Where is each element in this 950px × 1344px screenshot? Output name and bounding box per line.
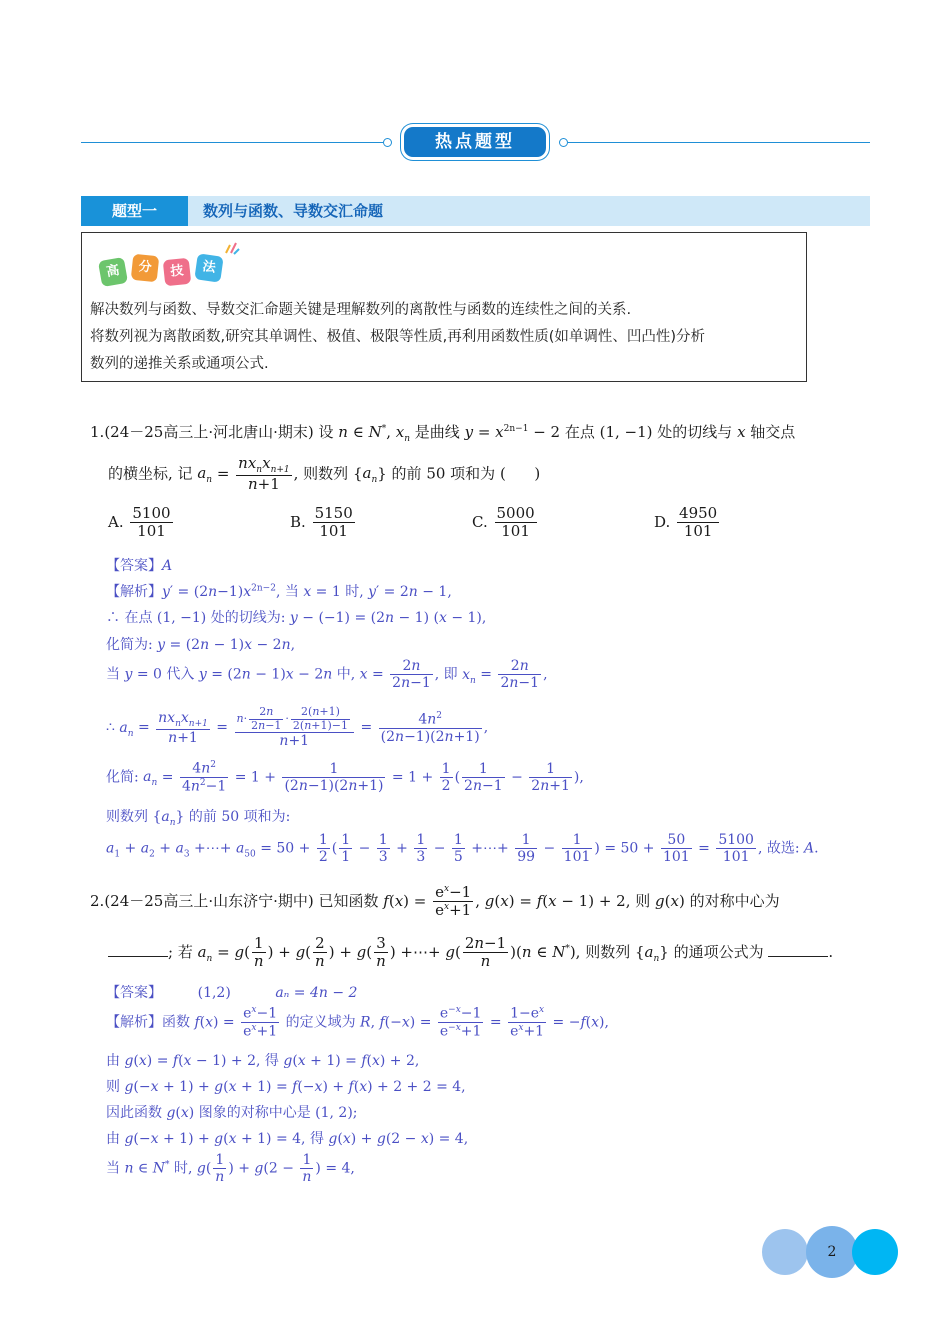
q2-analysis-5: 由 g(−x + 1) + g(x + 1) = 4, 得 g(x) + g(2 − x) = 4, — [106, 1131, 469, 1147]
q2-number: 2. — [90, 891, 105, 910]
q2-analysis-6: 当 n ∈ N* 时, g( $\frac{1}{n}$ ) + g(2 − $\frac{1}{n}$ ) = 4, — [106, 1152, 355, 1186]
q1-analysis-5: ∴ $a_n$ = $\frac{nx_nx_{n+1}}{n+1}$ = n· $\frac{2n}{2n-1}$ · $\frac{2(n+1)}{2(n+1)-1}$ n+1 = $\frac{4n^2}{(2n-1)(2n+1)}$ , — [106, 705, 489, 750]
sparkle-icon — [222, 237, 240, 255]
badge-fa: 法 — [194, 253, 223, 282]
q2-analysis-4: 因此函数 g(x) 图象的对称中心是 (1, 2); — [106, 1105, 358, 1121]
page-circle-left — [762, 1229, 808, 1275]
q1-analysis-6: 化简: $a_n$ = $\frac{4n^2}{4n^2-1}$ = 1 + $\frac{1}{(2n-1)(2n+1)}$ = 1 + $\frac{1}{2}$ ( $\frac{1}{2n-1}$ − $\frac{1}{2n+1}$ ), — [106, 760, 584, 795]
question-type-title: 数列与函数、导数交汇命题 — [203, 202, 384, 220]
question-type-bar — [81, 196, 870, 226]
banner-ring-right — [559, 138, 568, 147]
q1-answer: 【答案】A — [106, 558, 173, 574]
q1-option-b[interactable]: B. $\frac{5150}{101}$ — [290, 504, 353, 541]
q2-answer: 【答案】 (1,2) aₙ = 4n − 2 — [106, 985, 358, 1001]
q2-stem-line-1: 2.(24－25高三上·山东济宁·期中) 已知函数 f(x) = $\frac{e^x-1}{e^x+1}$ , g(x) = f(x − 1) + 2, 则 g(x) 的对称中心为 — [90, 883, 780, 920]
page-circle-middle — [806, 1226, 858, 1278]
q1-option-a[interactable]: A. $\frac{5100}{101}$ — [108, 504, 171, 541]
question-type-label: 题型一 — [81, 196, 188, 226]
q1-analysis-2: ∴ 在点 (1, −1) 处的切线为: y − (−1) = (2n − 1) (x − 1), — [106, 610, 487, 626]
tips-line-2: 将数列视为离散函数,研究其单调性、极值、极限等性质,再利用函数性质(如单调性、凹凸性)分析 — [90, 329, 706, 345]
badge-ji: 技 — [163, 258, 192, 287]
q1-option-c[interactable]: C. $\frac{5000}{101}$ — [472, 504, 535, 541]
q2-analysis-3: 则 g(−x + 1) + g(x + 1) = f(−x) + f(x) + 2 + 2 = 4, — [106, 1079, 466, 1095]
q2-analysis-1: 【解析】函数 f(x) = $\frac{e^x-1}{e^x+1}$ 的定义域为 R, f(−x) = $\frac{e^{-x}-1}{e^{-x}+1}$ = $\frac{1-e^x}{e^x+1}$ = −f(x), — [106, 1005, 609, 1040]
page-number: 2 — [827, 1244, 837, 1260]
q1-option-d[interactable]: D. $\frac{4950}{101}$ — [654, 504, 718, 541]
tips-box — [81, 232, 807, 382]
page-circle-right — [852, 1229, 898, 1275]
q2-blank-1[interactable] — [108, 942, 168, 957]
q1-source: (24－25高三上·河北唐山·期末) — [104, 423, 314, 441]
badge-gao: 高 — [98, 257, 128, 287]
q2-analysis-2: 由 g(x) = f(x − 1) + 2, 得 g(x + 1) = f(x) + 2, — [106, 1053, 420, 1069]
q1-number: 1. — [90, 423, 105, 441]
banner-line-right — [568, 142, 870, 143]
q1-analysis-8: $a_1 + a_2 + a_3$ +⋯+ $a_{50} = 50$ + $\frac{1}{2}$ ( $\frac{1}{1}$ − $\frac{1}{3}$ + $\frac{1}{3}$ − $\frac{1}{5}$ +⋯+ $\frac{1}{99}$ − $\frac{1}{101}$ ) = 50 + $\frac{50}{101}$ = $\frac{5100}{101}$ , 故选: A. — [106, 832, 819, 866]
banner-title: 热点题型 — [404, 127, 546, 157]
q1-analysis-4: 当 y = 0 代入 y = (2n − 1)x − 2n 中, x = $\frac{2n}{2n-1}$ , 即 $x_n$ = $\frac{2n}{2n-1}$ , — [106, 658, 548, 692]
banner-line-left — [81, 142, 383, 143]
tips-line-1: 解决数列与函数、导数交汇命题关键是理解数列的离散性与函数的连续性之间的关系. — [90, 302, 632, 318]
q2-stem-line-2: ; 若 $a_n = g$( $\frac{1}{n}$ ) + g( $\frac{2}{n}$ ) + g( $\frac{3}{n}$ ) +⋯+ g( $\frac{2n-1}{n}$ )(n ∈ N*), 则数列 $\{a_n\}$ 的通项公式为 . — [108, 935, 833, 971]
q1-analysis-1: 【解析】$y' = (2n-1)x^{2n-2}$, 当 x = 1 时, y′ = 2n − 1, — [106, 583, 452, 600]
q2-blank-2[interactable] — [768, 942, 828, 957]
q1-stem-line-2: 的横坐标, 记 $a_n$ = $\frac{nx_nx_{n+1}}{n+1}$ , 则数列 $\{a_n\}$ 的前 50 项和为 ( ) — [108, 454, 541, 494]
banner-ring-left — [383, 138, 392, 147]
q1-analysis-7: 则数列 $\{a_n\}$ 的前 50 项和为: — [106, 809, 291, 828]
q1-analysis-3: 化简为: y = (2n − 1)x − 2n, — [106, 637, 296, 653]
tips-line-3: 数列的递推关系或通项公式. — [90, 356, 269, 372]
q1-stem-line-1: 1.(24－25高三上·河北唐山·期末) 设 n ∈ N*, $x_n$ 是曲线 $y = x^{2n-1} - 2$ 在点 (1, −1) 处的切线与 x 轴交点 — [90, 423, 796, 444]
q2-source: (24－25高三上·山东济宁·期中) — [104, 891, 314, 910]
badge-fen: 分 — [131, 254, 160, 283]
